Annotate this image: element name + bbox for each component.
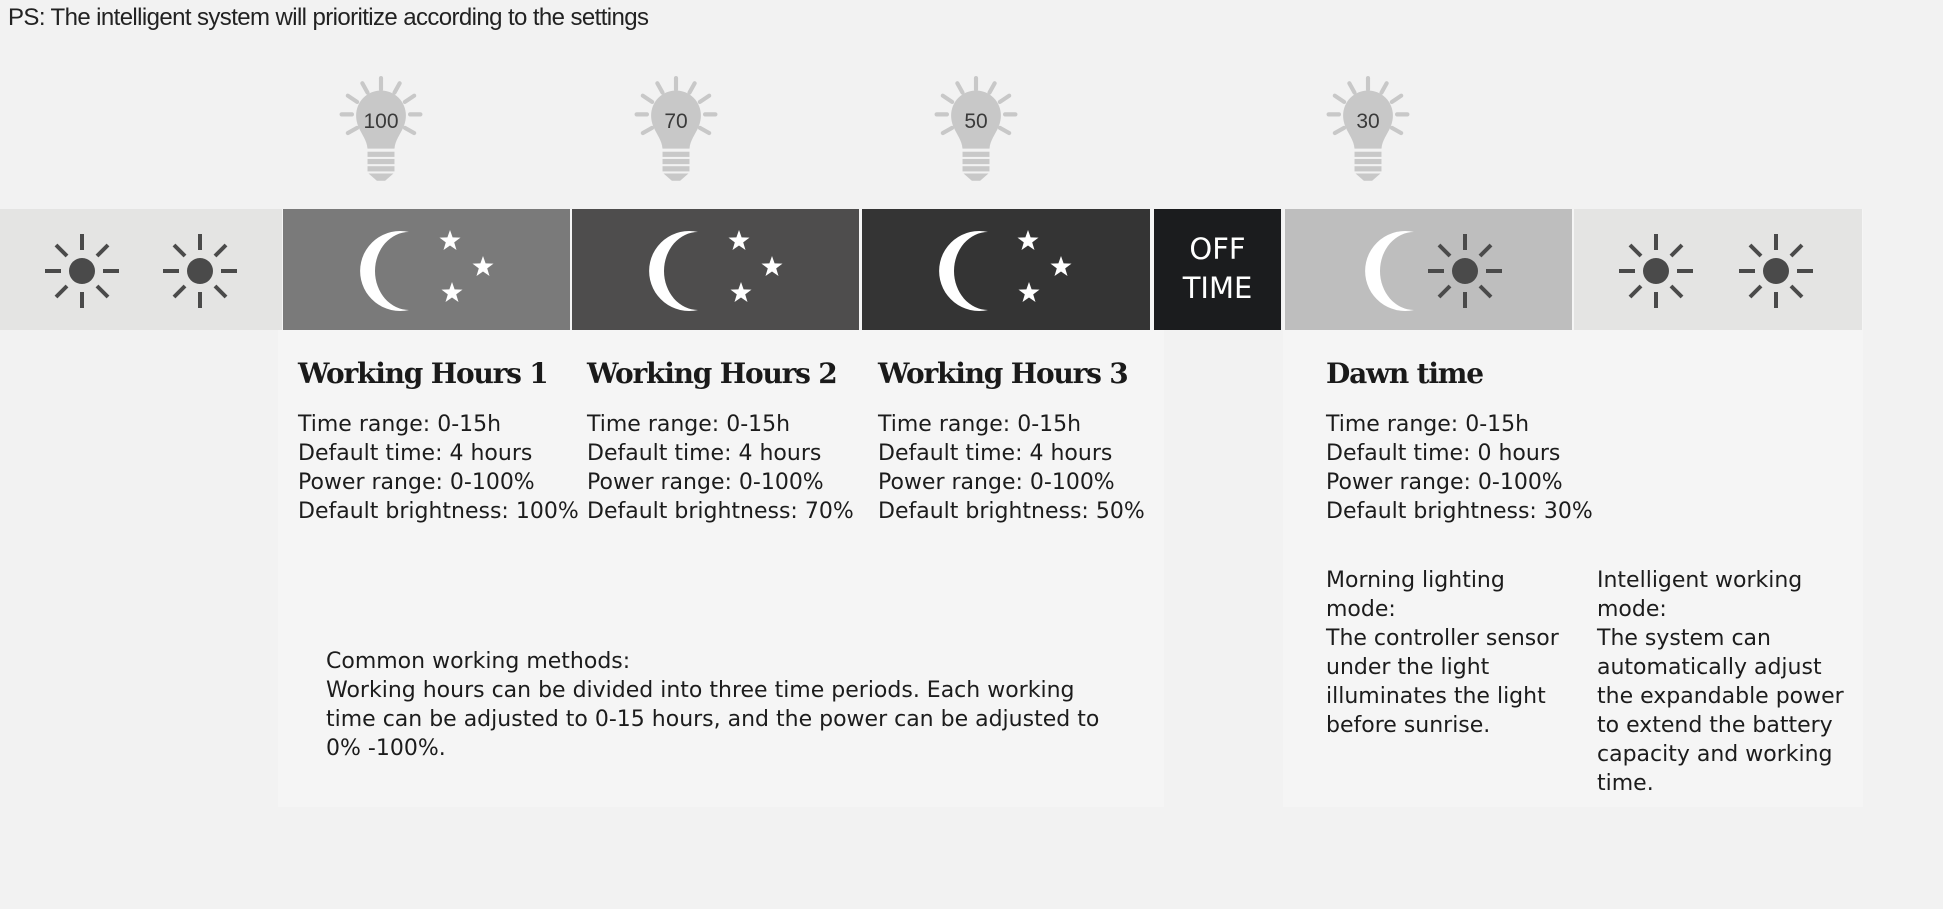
- star-icon: [729, 230, 750, 250]
- time-range: Time range: 0-15h: [587, 412, 791, 437]
- intelligent-mode-heading: Intelligent working mode:: [1597, 568, 1803, 622]
- power-range: Power range: 0-100%: [1326, 470, 1563, 495]
- common-methods-body: Working hours can be divided into three time periods. Each working time can be adjusted to 0-15 hours, and the power can be adjusted to 0% -100%.: [326, 678, 1100, 761]
- working-hours-3-title: Working Hours 3: [878, 357, 1128, 390]
- off-time-line2: TIME: [1182, 271, 1253, 305]
- intelligent-mode-note: [1597, 566, 1863, 798]
- time-range: Time range: 0-15h: [1326, 412, 1530, 437]
- working-hours-2-band: [572, 209, 859, 330]
- default-time: Default time: 4 hours: [298, 441, 533, 466]
- power-range: Power range: 0-100%: [878, 470, 1115, 495]
- working-hours-1-title: Working Hours 1: [298, 357, 548, 390]
- power-range: Power range: 0-100%: [587, 470, 824, 495]
- star-icon: [473, 256, 494, 276]
- bulb-icon-30: [1318, 76, 1418, 188]
- bulb-icon-50: [926, 76, 1026, 188]
- working-hours-2-specs: [587, 410, 854, 526]
- moon-icon: [649, 231, 698, 311]
- star-icon: [1051, 256, 1072, 276]
- working-hours-3-band: [862, 209, 1150, 330]
- working-hours-1-specs: [298, 410, 579, 526]
- sun-icon: [163, 234, 237, 308]
- morning-mode-heading: Morning lighting mode:: [1326, 568, 1505, 622]
- bulb-label: 100: [363, 110, 399, 133]
- bulb-label: 70: [664, 110, 688, 133]
- intelligent-mode-body: The system can automatically adjust the expandable power to extend the battery capacity and working time.: [1597, 626, 1844, 796]
- sun-icon: [1739, 234, 1813, 308]
- default-brightness: Default brightness: 70%: [587, 499, 854, 524]
- morning-mode-note: [1326, 566, 1566, 740]
- bulb-label: 30: [1356, 110, 1380, 133]
- off-time-block: [1154, 209, 1281, 330]
- dawn-time-title: Dawn time: [1326, 357, 1483, 390]
- morning-mode-body: The controller sensor under the light illuminates the light before sunrise.: [1326, 626, 1559, 738]
- moon-icon: [939, 231, 988, 311]
- sun-icon: [1428, 234, 1502, 308]
- default-brightness: Default brightness: 30%: [1326, 499, 1593, 524]
- time-range: Time range: 0-15h: [298, 412, 502, 437]
- working-hours-3-specs: [878, 410, 1145, 526]
- star-icon: [440, 230, 461, 250]
- common-methods-note: [326, 647, 1116, 763]
- working-hours-1-band: [283, 209, 570, 330]
- off-time-line1: OFF: [1189, 232, 1246, 266]
- default-brightness: Default brightness: 100%: [298, 499, 579, 524]
- moon-icon: [360, 231, 409, 311]
- default-time: Default time: 4 hours: [587, 441, 822, 466]
- sun-icon: [1619, 234, 1693, 308]
- dawn-band: [1285, 209, 1572, 330]
- default-time: Default time: 4 hours: [878, 441, 1113, 466]
- star-icon: [442, 282, 463, 302]
- star-icon: [731, 282, 752, 302]
- star-icon: [1019, 282, 1040, 302]
- default-time: Default time: 0 hours: [1326, 441, 1561, 466]
- dawn-time-specs: [1326, 410, 1593, 526]
- sun-icon: [45, 234, 119, 308]
- bulb-label: 50: [964, 110, 988, 133]
- power-range: Power range: 0-100%: [298, 470, 535, 495]
- moon-icon: [1365, 231, 1414, 311]
- daytime-band-left: [0, 209, 282, 330]
- star-icon: [1018, 230, 1039, 250]
- ps-note: PS: The intelligent system will prioritize according to the settings: [8, 4, 649, 31]
- common-methods-heading: Common working methods:: [326, 649, 631, 674]
- working-hours-2-title: Working Hours 2: [587, 357, 837, 390]
- daytime-band-right: [1574, 209, 1862, 330]
- bulb-icon-70: [626, 76, 726, 188]
- bulb-icon-100: [331, 76, 431, 188]
- time-range: Time range: 0-15h: [878, 412, 1082, 437]
- default-brightness: Default brightness: 50%: [878, 499, 1145, 524]
- star-icon: [762, 256, 783, 276]
